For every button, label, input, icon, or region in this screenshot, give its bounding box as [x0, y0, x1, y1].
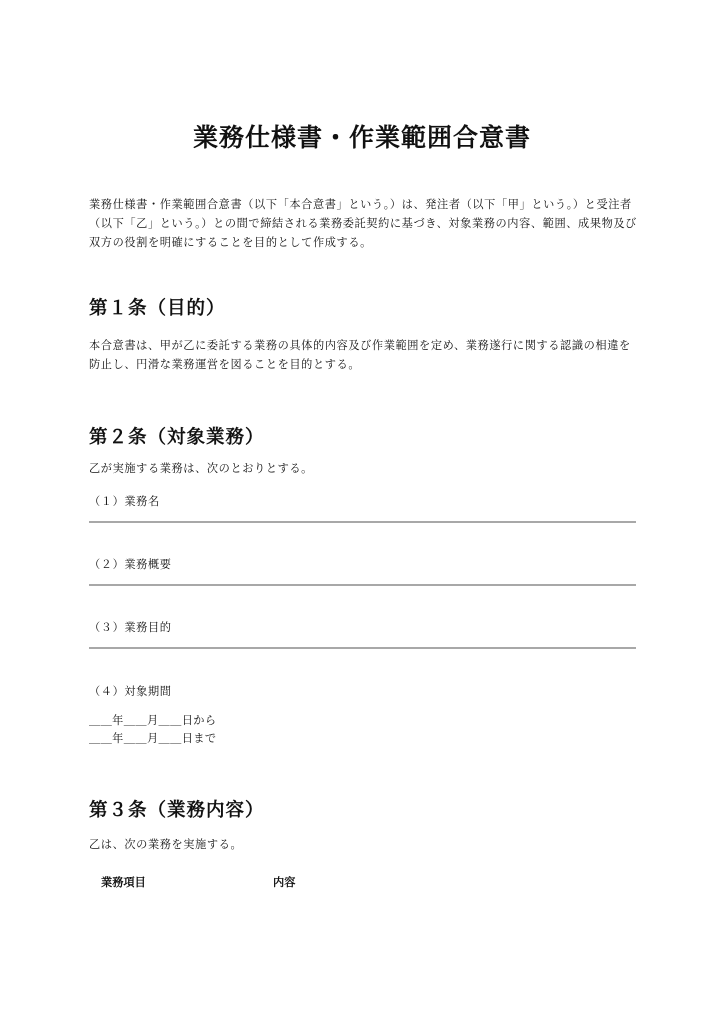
period-to-line: ＿＿年＿＿月＿＿日まで — [89, 732, 217, 745]
article1-heading: 第１条（目的） — [89, 298, 226, 319]
table-header-item: 業務項目 — [101, 876, 146, 889]
article3-body: 乙は、次の業務を実施する。 — [89, 838, 243, 851]
item-business-summary-label: （２）業務概要 — [89, 558, 172, 571]
article2-body: 乙が実施する業務は、次のとおりとする。 — [89, 462, 313, 475]
item-business-purpose-label: （３）業務目的 — [89, 621, 172, 634]
article1-body: 本合意書は、甲が乙に委託する業務の具体的内容及び作業範囲を定め、業務遂行に関する認識の相違を防止し、円滑な業務運営を図ることを目的とする。 — [89, 339, 631, 371]
intro-paragraph: 業務仕様書・作業範囲合意書（以下「本合意書」という。）は、発注者（以下「甲」という。）と受注者（以下「乙」という。）との間で締結される業務委託契約に基づき、対象業務の内容、範囲、成果物及び双方の役割を明確にすることを目的として作成する。 — [89, 198, 637, 249]
item-business-name-label: （１）業務名 — [89, 495, 160, 508]
business-purpose-fill-line — [89, 647, 636, 649]
article3-heading: 第３条（業務内容） — [89, 800, 265, 821]
table-header-content: 内容 — [273, 876, 296, 889]
item-target-period-label: （４）対象期間 — [89, 685, 172, 698]
period-from-line: ＿＿年＿＿月＿＿日から — [89, 714, 217, 727]
business-name-fill-line — [89, 521, 636, 523]
document-title: 業務仕様書・作業範囲合意書 — [192, 123, 531, 152]
article2-heading: 第２条（対象業務） — [89, 427, 265, 448]
business-summary-fill-line — [89, 584, 636, 586]
